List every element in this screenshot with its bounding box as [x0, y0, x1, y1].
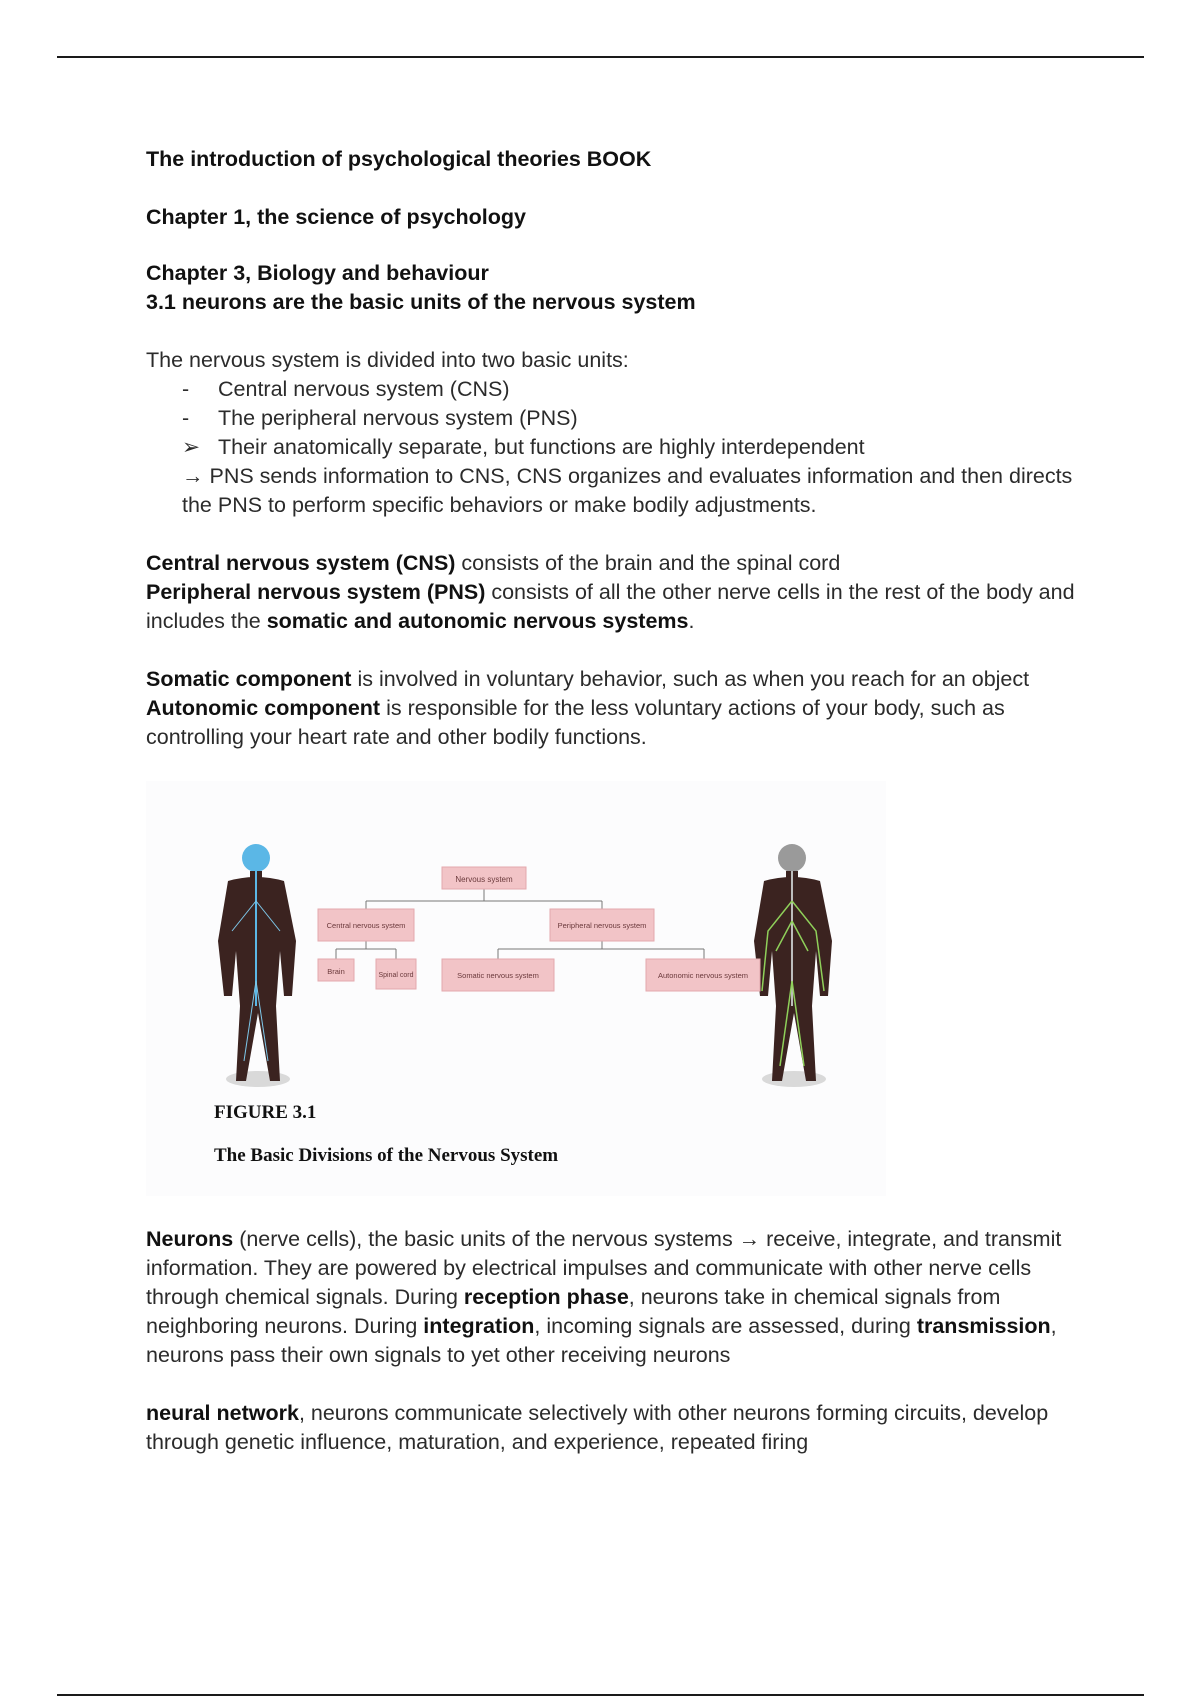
cns-definition: Central nervous system (CNS) consists of the brain and the spinal cord [146, 551, 841, 575]
diagram-box-autonomic [646, 959, 760, 991]
diagram-box-somatic [442, 959, 554, 991]
bottom-rule [57, 1694, 1144, 1696]
neural-network-paragraph: neural network, neurons communicate selectively with other neurons forming circuits, develop through genetic influence, maturation, and experience, repeated firing [146, 1401, 1049, 1454]
svg-text:Central nervous system: Central nervous system [326, 921, 406, 930]
top-rule [57, 56, 1144, 58]
figure-number: FIGURE 3.1 [214, 1102, 317, 1123]
diagram-box-spinal-cord [376, 959, 416, 989]
arrowhead-bullet-icon: ➢ [182, 435, 201, 459]
document-title: The introduction of psychological theories BOOK [146, 147, 652, 171]
figure-caption: The Basic Divisions of the Nervous System [214, 1145, 559, 1166]
somatic-definition: Somatic component is involved in voluntary behavior, such as when you reach for an object [146, 667, 1030, 691]
diagram-box-cns [318, 909, 414, 941]
svg-text:Somatic nervous system: Somatic nervous system [457, 971, 539, 980]
dash-bullet: - [182, 377, 190, 401]
units-list [146, 375, 1076, 462]
list-item: ➢ Their anatomically separate, but functions are highly interdependent [146, 433, 1076, 462]
section-3-1-heading: 3.1 neurons are the basic units of the nervous system [146, 290, 696, 314]
svg-text:Autonomic nervous system: Autonomic nervous system [657, 971, 749, 980]
human-figure-pns [754, 844, 832, 1087]
diagram-box-root [442, 867, 526, 889]
figure-3-1 [146, 781, 886, 1196]
autonomic-definition: Autonomic component is responsible for the less voluntary actions of your body, such as controlling your heart rate and other bodily functions. [146, 696, 1005, 749]
svg-text:Nervous system: Nervous system [455, 875, 513, 884]
arrow-note: → PNS sends information to CNS, CNS organizes and evaluates information and then directs the PNS to perform specific behaviors or make bodily adjustments. [182, 464, 1073, 517]
list-item: - Central nervous system (CNS) [146, 375, 1076, 404]
nervous-system-diagram [146, 781, 886, 1196]
svg-text:Peripheral nervous system: Peripheral nervous system [557, 921, 647, 930]
human-figure-cns [218, 844, 296, 1087]
diagram-box-pns [550, 909, 654, 941]
list-item: - The peripheral nervous system (PNS) [146, 404, 1076, 433]
neurons-paragraph: Neurons (nerve cells), the basic units of the nervous systems → receive, integrate, and transmit information. They are powered by electrical impulses and communicate with other nerve cells through chemical signals. During reception phase, neurons take in chemical signals from neighboring neurons. During integration, incoming signals are assessed, during transmission, neurons pass their own signals to yet other receiving neurons [146, 1227, 1062, 1367]
intro-paragraph: The nervous system is divided into two basic units: [146, 348, 629, 372]
svg-text:Brain: Brain [327, 967, 345, 976]
pns-definition: Peripheral nervous system (PNS) consists of all the other nerve cells in the rest of the body and includes the somatic and autonomic nervous systems. [146, 580, 1075, 633]
chapter-3-heading: Chapter 3, Biology and behaviour [146, 261, 489, 285]
chapter-1-heading: Chapter 1, the science of psychology [146, 205, 526, 229]
diagram-box-brain [318, 959, 354, 981]
svg-text:Spinal cord: Spinal cord [378, 972, 414, 979]
document-body [146, 145, 1076, 1457]
dash-bullet: - [182, 406, 190, 430]
